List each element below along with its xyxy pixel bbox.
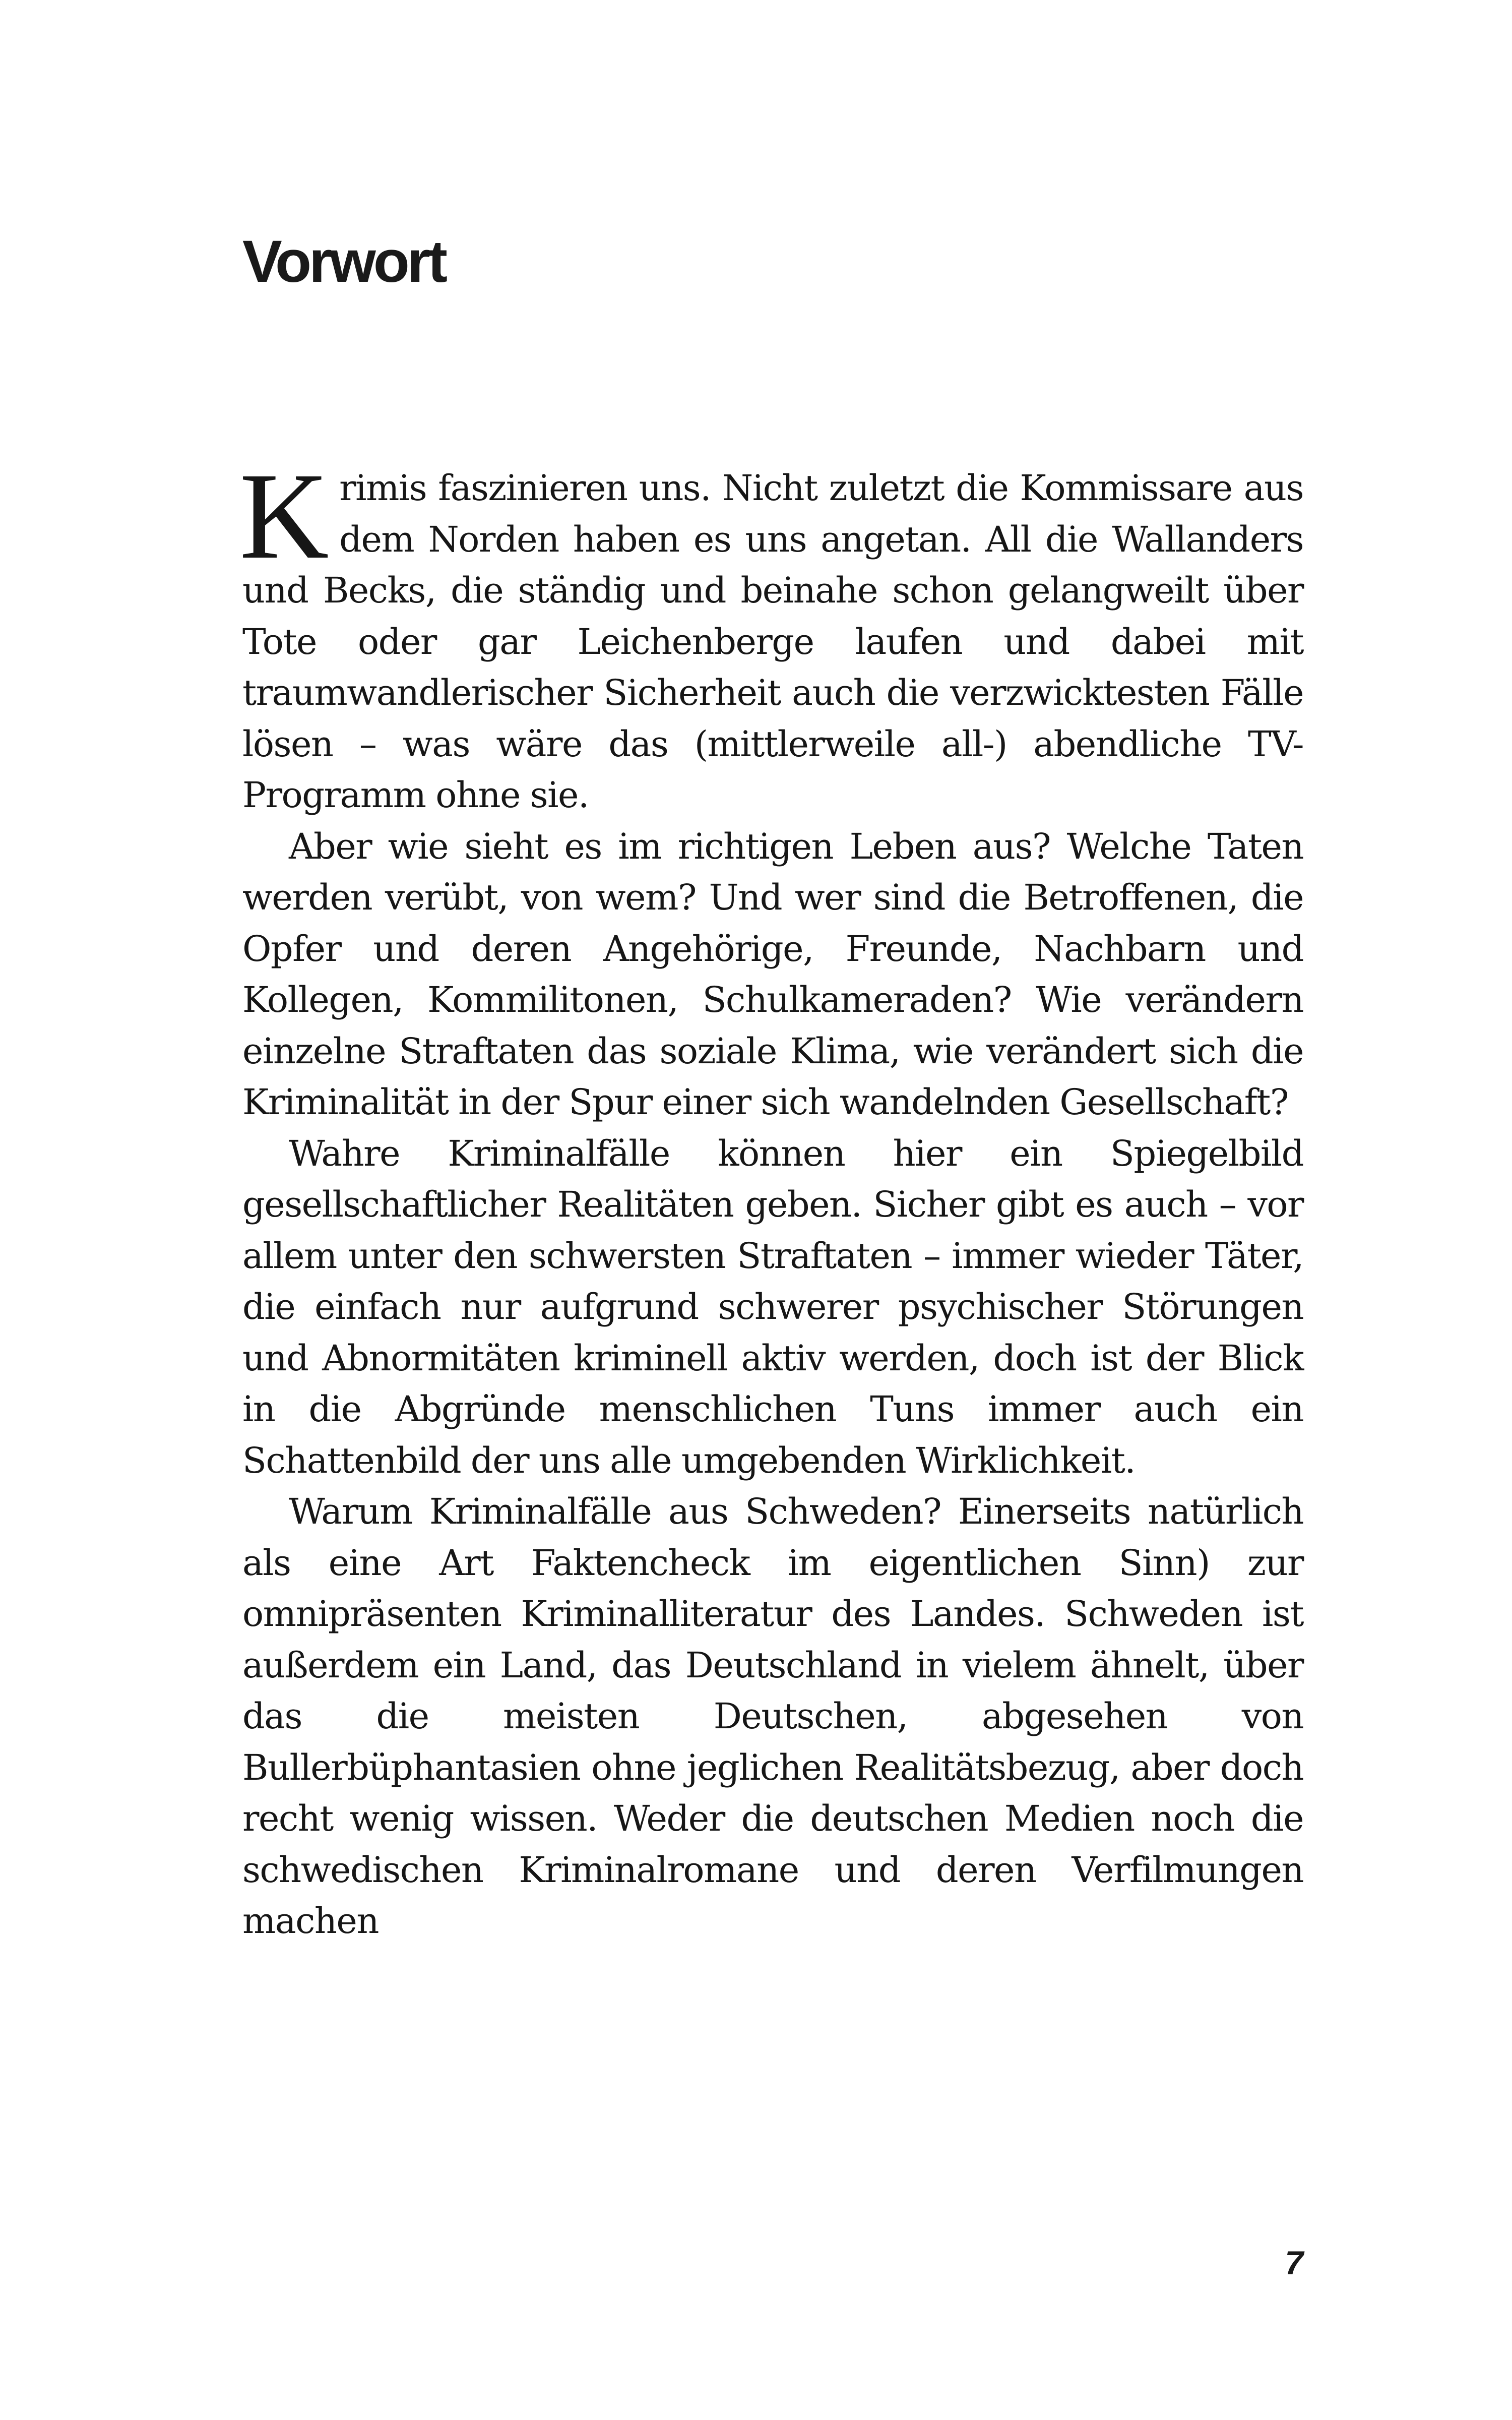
- page-title: Vorwort: [242, 228, 446, 295]
- paragraph-3: Wahre Kriminalfälle können hier ein Spiegelbild gesellschaftlicher Realitäten geben. Sicher gibt es auch – vor allem unter den schwersten Straftaten – immer wieder Täter, die einfach nur aufgrund schwerer psychischer Störungen und Abnormitäten kriminell aktiv werden, doch ist der Blick in die Abgründe menschlichen Tuns immer auch ein Schattenbild der uns alle umgebenden Wirklichkeit.: [242, 1132, 1303, 1481]
- page-number: 7: [1285, 2244, 1303, 2281]
- drop-cap: K: [239, 448, 329, 585]
- paragraph-4: Warum Kriminalfälle aus Schweden? Einerseits natürlich als eine Art Faktencheck im eigentlichen Sinn) zur omnipräsenten Kriminalliteratur des Landes. Schweden ist außerdem ein Land, das Deutschland in vielem ähnelt, über das die meisten Deutschen, abgesehen von Bullerbüphantasien ohne jeglichen Realitätsbezug, aber doch recht wenig wissen. Weder die deutschen Medien noch die schwedischen Kriminalromane und deren Verfilmungen machen: [242, 1491, 1303, 1942]
- paragraph-1: [239, 448, 1303, 821]
- paragraph-2: Aber wie sieht es im richtigen Leben aus? Welche Taten werden verübt, von wem? Und wer sind die Betroffenen, die Opfer und deren Angehörige, Freunde, Nachbarn und Kollegen, Kommilitonen, Schulkameraden? Wie verändern einzelne Straftaten das soziale Klima, wie verändert sich die Kriminalität in der Spur einer sich wandelnden Gesellschaft?: [242, 825, 1303, 1123]
- paragraph-1-text: rimis faszinieren uns. Nicht zuletzt die Kommissare aus dem Norden haben es uns angetan. All die Wallanders und Becks, die ständig und beinahe schon gelangweilt über Tote oder gar Leichenberge laufen und dabei mit traumwandlerischer Sicherheit auch die verzwicktesten Fälle lösen – was wäre das (mittlerweile all-) abendliche TV-Programm ohne sie.: [242, 467, 1303, 816]
- body-text: [239, 448, 1303, 1947]
